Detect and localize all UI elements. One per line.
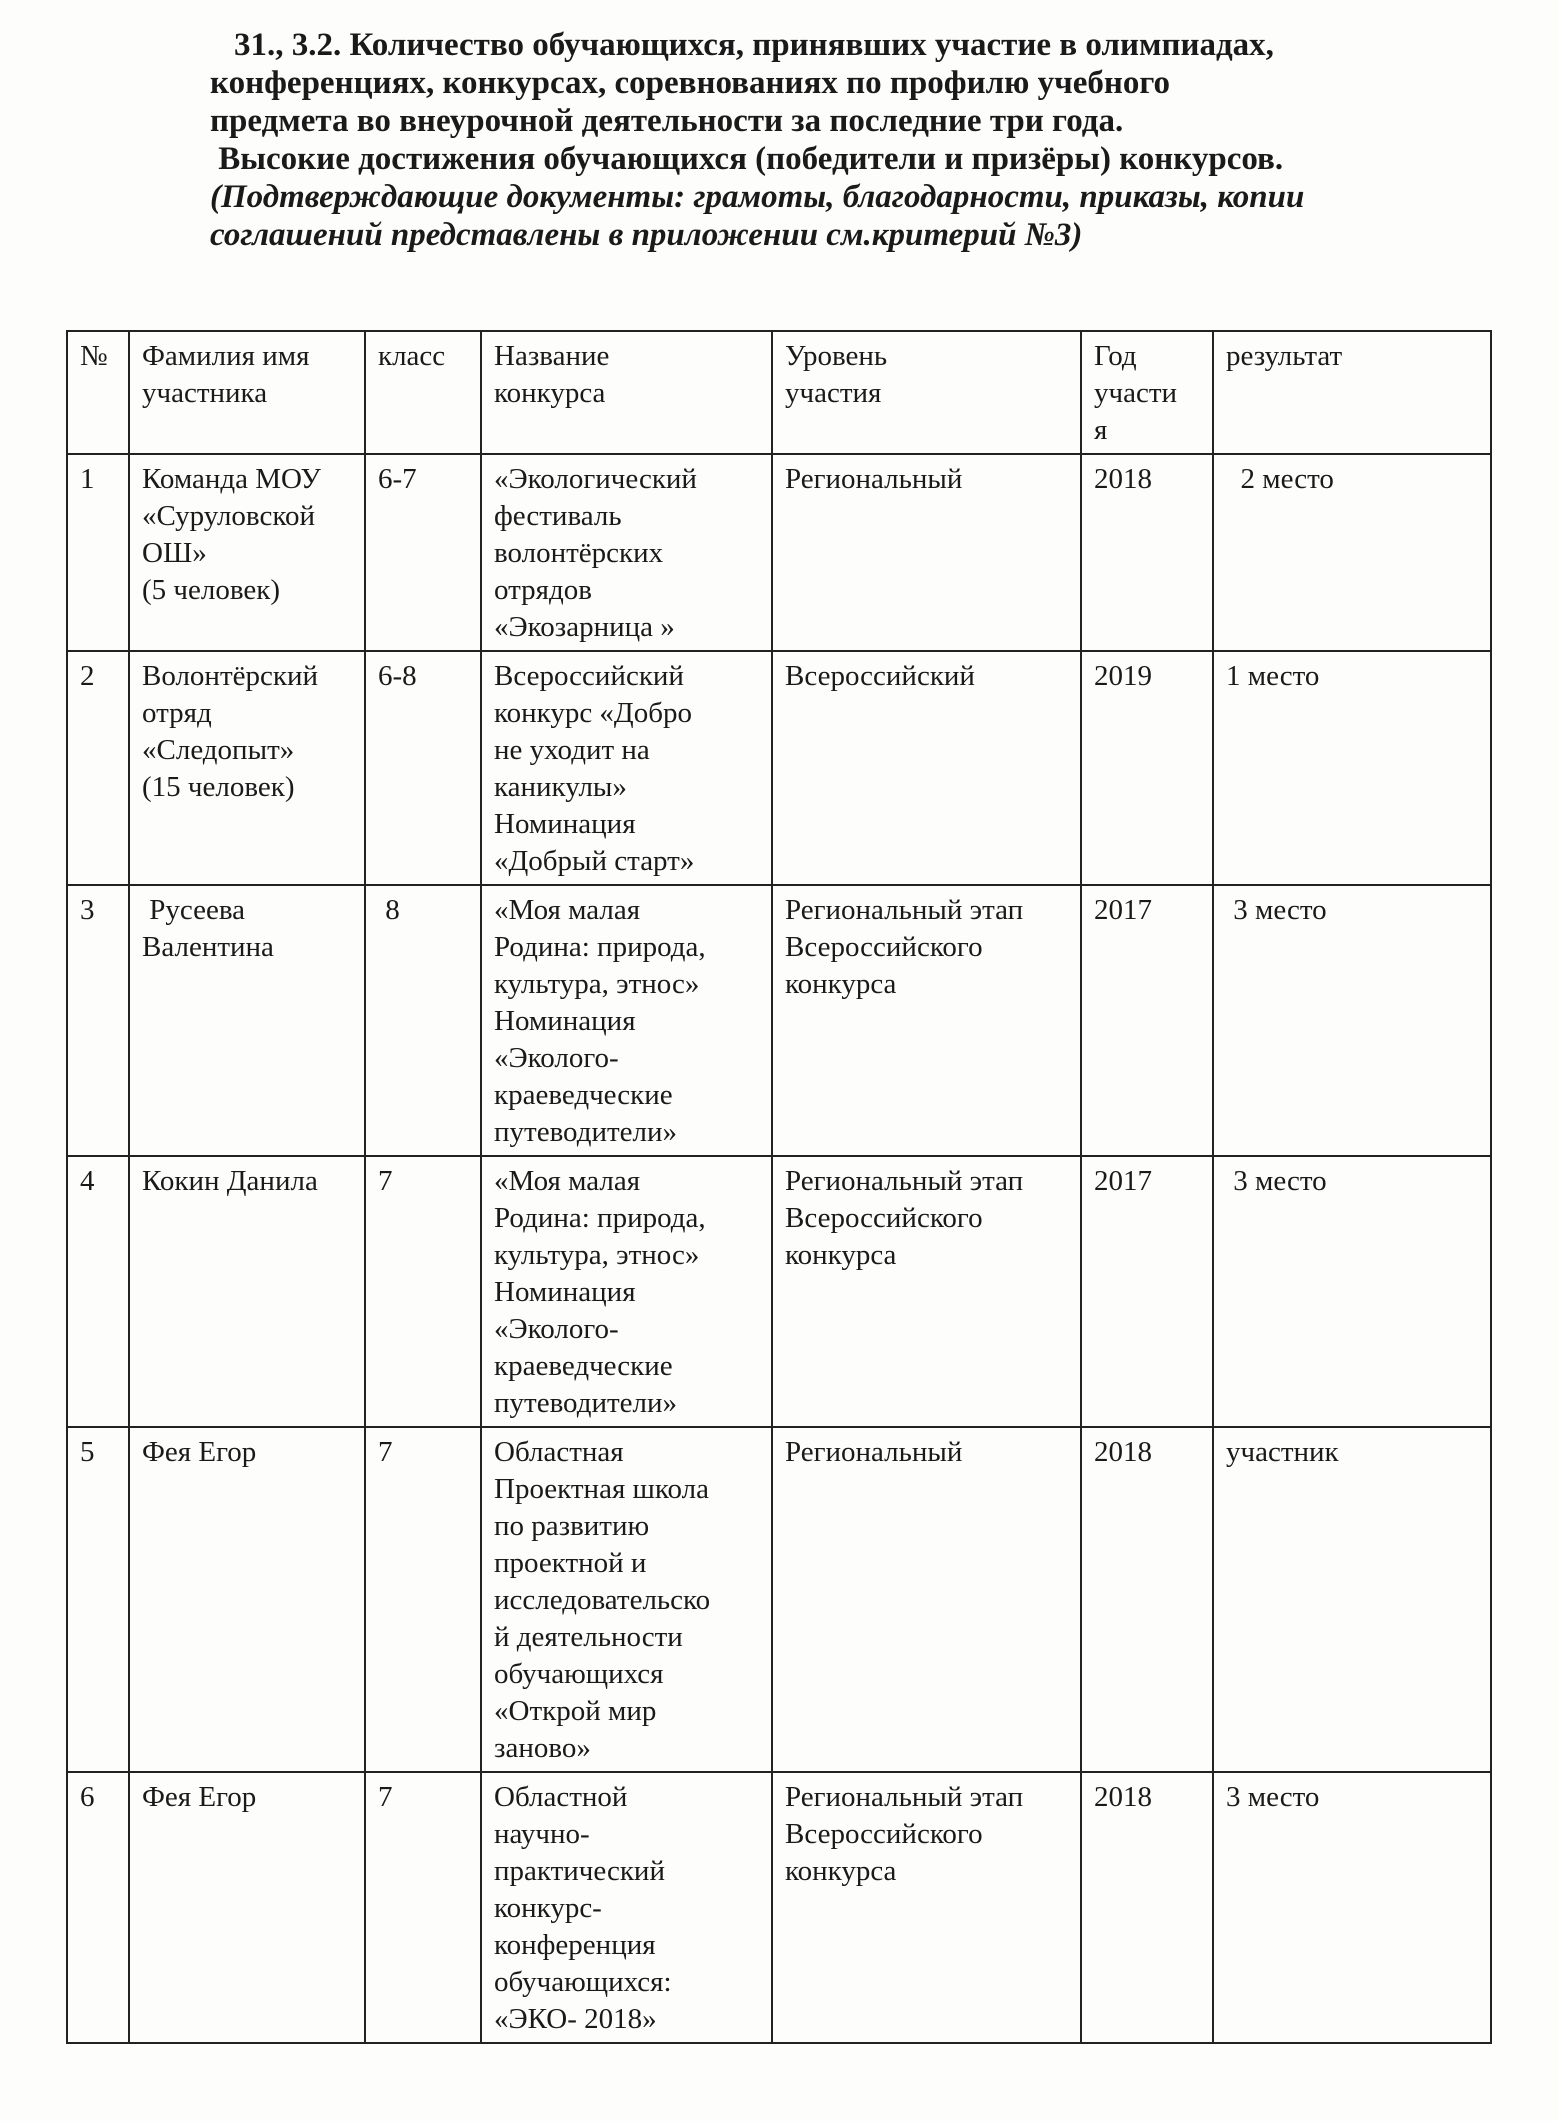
cell-contest: Областной научно- практический конкурс- конференция обучающихся: «ЭКО- 2018» [481,1772,772,2043]
cell-level: Региональный этап Всероссийского конкурса [772,1156,1081,1427]
cell-contest: Областная Проектная школа по развитию проектной и исследовательско й деятельности обучающихся «Открой мир заново» [481,1427,772,1772]
cell-year: 2017 [1081,885,1213,1156]
cell-name: Кокин Данила [129,1156,365,1427]
header-contest: Название конкурса [481,331,772,454]
cell-level: Региональный этап Всероссийского конкурса [772,885,1081,1156]
table-row [67,1427,1491,1772]
cell-year: 2018 [1081,1427,1213,1772]
cell-level: Всероссийский [772,651,1081,885]
cell-grade: 7 [365,1427,481,1772]
heading-line-4: Высокие достижения обучающихся (победители и призёры) конкурсов. [210,141,1284,177]
cell-year: 2018 [1081,454,1213,651]
cell-result: 3 место [1213,1156,1491,1427]
table-row [67,885,1491,1156]
cell-level: Региональный [772,1427,1081,1772]
heading-line-3: предмета во внеурочной деятельности за последние три года. [210,103,1124,139]
cell-number: 1 [67,454,129,651]
cell-grade: 8 [365,885,481,1156]
header-number: № [67,331,129,454]
cell-number: 2 [67,651,129,885]
cell-year: 2019 [1081,651,1213,885]
cell-result: 1 место [1213,651,1491,885]
table-row [67,1156,1491,1427]
cell-result: 2 место [1213,454,1491,651]
cell-result: участник [1213,1427,1491,1772]
cell-result: 3 место [1213,1772,1491,2043]
cell-level: Региональный этап Всероссийского конкурса [772,1772,1081,2043]
header-name: Фамилия имя участника [129,331,365,454]
table-row [67,454,1491,651]
heading-line-1: 31., 3.2. Количество обучающихся, принявших участие в олимпиадах, [234,27,1274,63]
cell-contest: «Моя малая Родина: природа, культура, этнос» Номинация «Эколого- краеведческие путеводители» [481,885,772,1156]
cell-grade: 7 [365,1156,481,1427]
cell-grade: 7 [365,1772,481,2043]
cell-name: Русеева Валентина [129,885,365,1156]
header-level: Уровень участия [772,331,1081,454]
heading-line-6: соглашений представлены в приложении см.критерий №3) [210,217,1083,253]
cell-contest: «Экологический фестиваль волонтёрских отрядов «Экозарница » [481,454,772,651]
cell-contest: «Моя малая Родина: природа, культура, этнос» Номинация «Эколого- краеведческие путеводители» [481,1156,772,1427]
header-result: результат [1213,331,1491,454]
cell-year: 2018 [1081,1772,1213,2043]
cell-number: 5 [67,1427,129,1772]
achievements-table [66,330,1492,2044]
cell-result: 3 место [1213,885,1491,1156]
heading-line-2: конференциях, конкурсах, соревнованиях по профилю учебного [210,65,1171,101]
cell-number: 4 [67,1156,129,1427]
header-grade: класс [365,331,481,454]
table-row [67,651,1491,885]
cell-name: Команда МОУ «Суруловской ОШ» (5 человек) [129,454,365,651]
heading-line-5: (Подтверждающие документы: грамоты, благодарности, приказы, копии [210,179,1305,215]
table-row [67,1772,1491,2043]
cell-number: 6 [67,1772,129,2043]
cell-grade: 6-8 [365,651,481,885]
cell-year: 2017 [1081,1156,1213,1427]
cell-name: Волонтёрский отряд «Следопыт» (15 человек) [129,651,365,885]
cell-grade: 6-7 [365,454,481,651]
cell-number: 3 [67,885,129,1156]
header-year: Год участи я [1081,331,1213,454]
cell-name: Фея Егор [129,1772,365,2043]
document-heading [210,26,1510,254]
cell-level: Региональный [772,454,1081,651]
table-header-row [67,331,1491,454]
cell-name: Фея Егор [129,1427,365,1772]
cell-contest: Всероссийский конкурс «Добро не уходит на каникулы» Номинация «Добрый старт» [481,651,772,885]
